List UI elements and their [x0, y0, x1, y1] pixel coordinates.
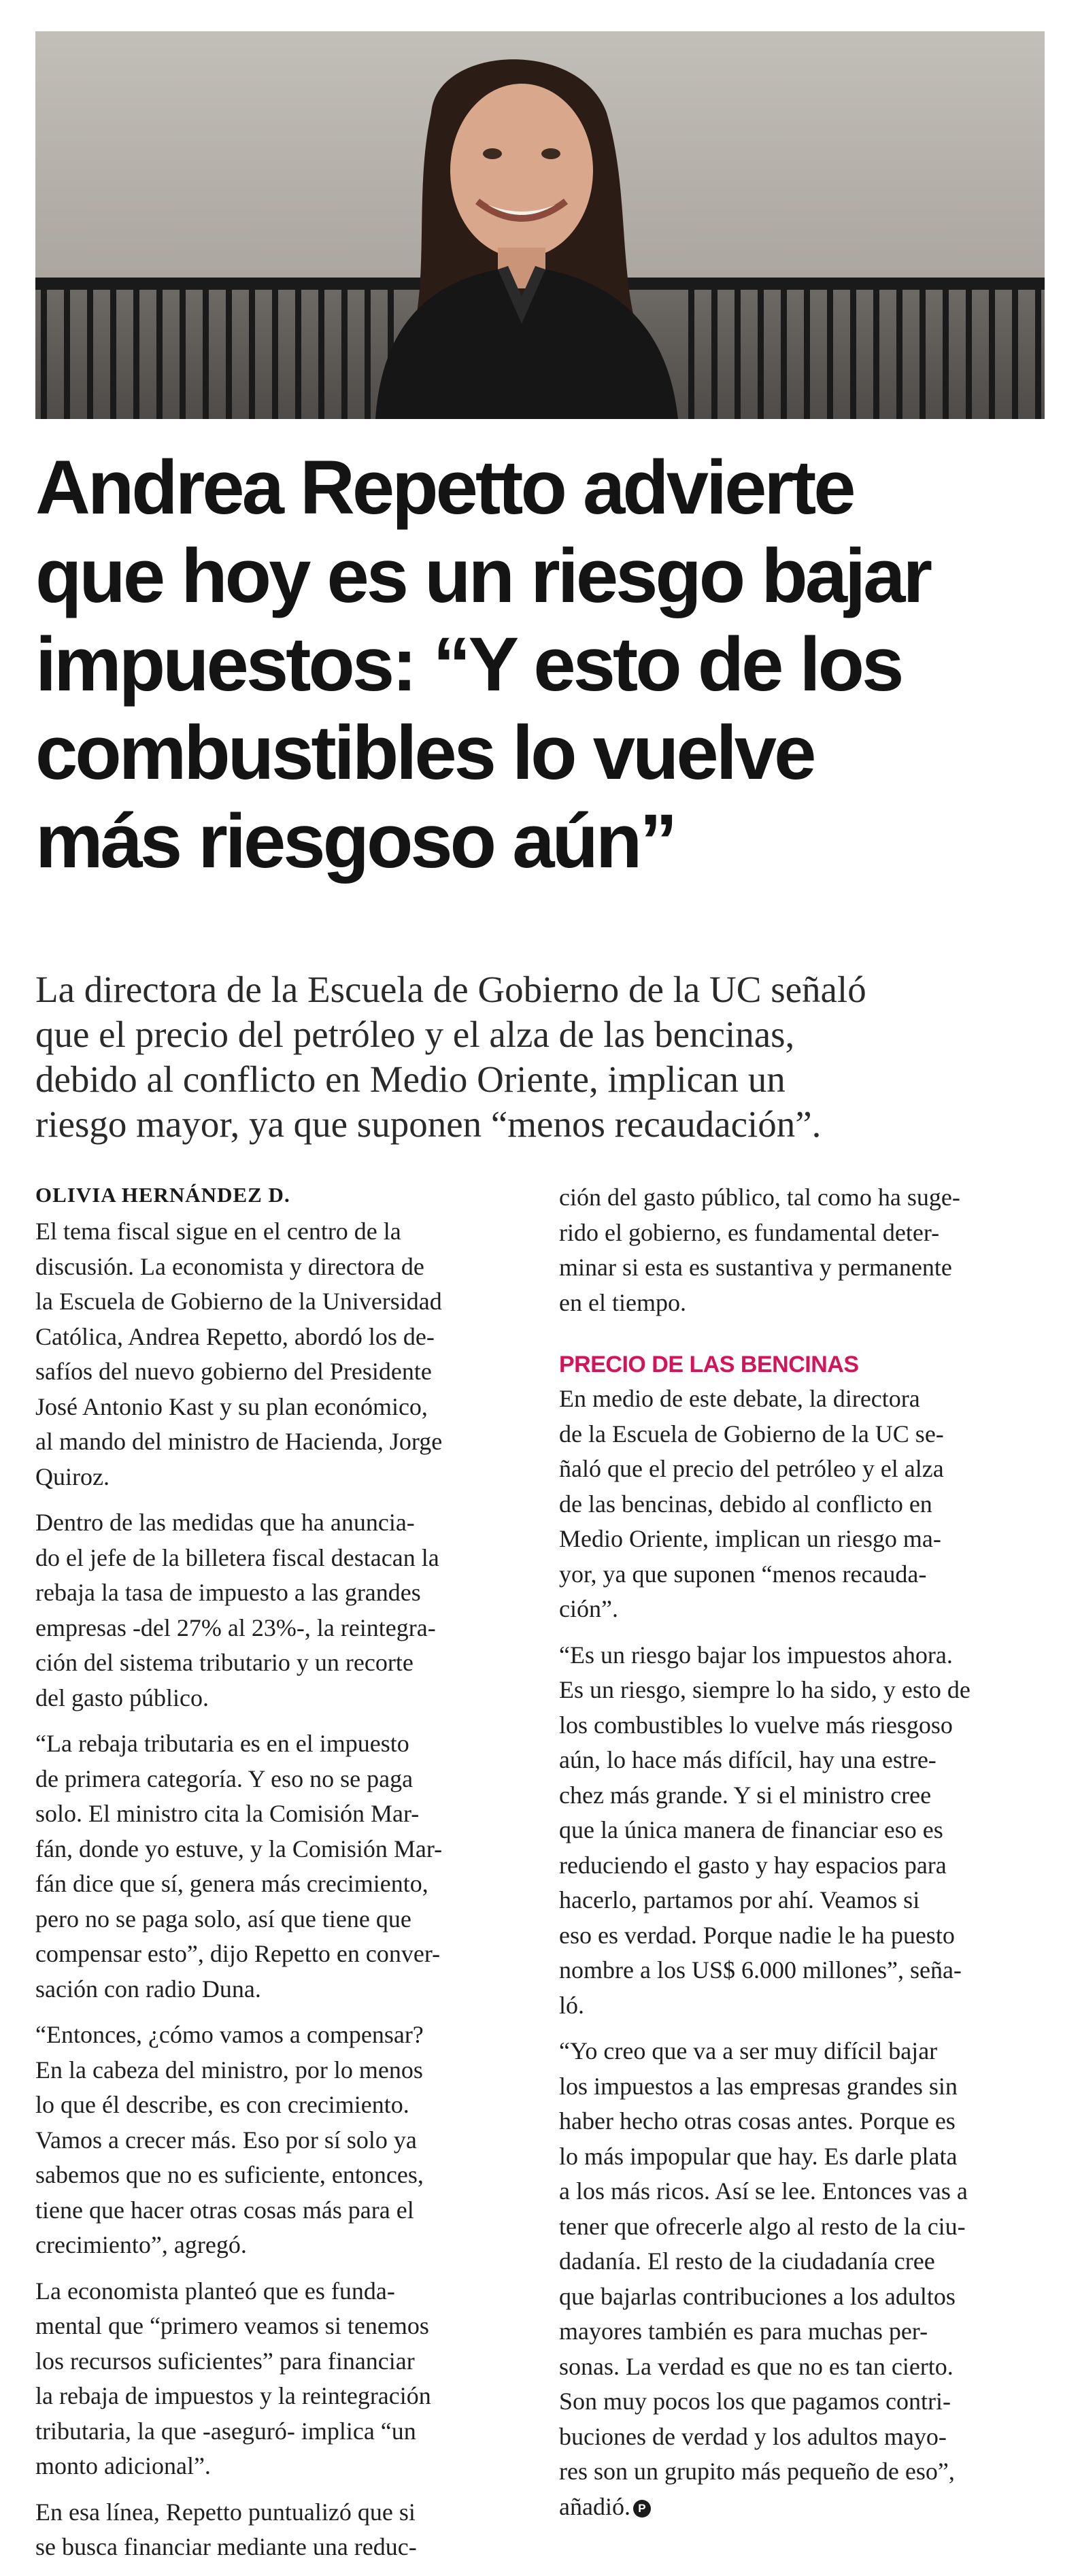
- body-line: compensar esto”, dijo Repetto en conver-: [35, 1940, 441, 1967]
- body-line: do el jefe de la billetera fiscal destacan la: [35, 1543, 439, 1571]
- body-line: “Entonces, ¿cómo vamos a compensar?: [35, 2021, 424, 2048]
- body-line: discusión. La economista y directora de: [35, 1252, 424, 1280]
- body-line: El tema fiscal sigue en el centro de la: [35, 1218, 401, 1245]
- body-line: buciones de verdad y los adultos mayo-: [559, 2422, 947, 2450]
- body-line: ción del gasto público, tal como ha suge-: [559, 1184, 960, 1211]
- headline-line: impuestos: “Y esto de los: [35, 622, 902, 707]
- body-line: minar si esta es sustantiva y permanente: [559, 1254, 952, 1281]
- body-line: sonas. La verdad es que no es tan cierto.: [559, 2352, 954, 2380]
- headline-line: Andrea Repetto advierte: [35, 445, 854, 530]
- body-line: “Yo creo que va a ser muy difícil bajar: [559, 2037, 938, 2064]
- body-line: que bajarlas contribuciones a los adultos: [559, 2282, 956, 2310]
- body-line: rebaja la tasa de impuesto a las grandes: [35, 1579, 421, 1606]
- body-line: solo. El ministro cita la Comisión Mar-: [35, 1800, 420, 1827]
- body-line: yor, ya que suponen “menos recauda-: [559, 1560, 927, 1588]
- body-line: fán, donde yo estuve, y la Comisión Mar-: [35, 1835, 443, 1862]
- body-paragraph: [559, 1382, 1045, 1627]
- body-line: hacerlo, partamos por ahí. Veamos si: [559, 1886, 920, 1913]
- body-line: los impuestos a las empresas grandes sin: [559, 2072, 958, 2100]
- body-paragraph: [559, 2034, 1045, 2524]
- body-line: En esa línea, Repetto puntualizó que si: [35, 2498, 416, 2526]
- body-line: Medio Oriente, implican un riesgo ma-: [559, 1525, 941, 1552]
- body-line: nombre a los US$ 6.000 millones”, seña-: [559, 1956, 962, 1984]
- body-line: safíos del nuevo gobierno del Presidente: [35, 1358, 432, 1385]
- body-line: chez más grande. Y si el ministro cree: [559, 1781, 932, 1809]
- body-line: ló.: [559, 1991, 585, 2019]
- body-line: al mando del ministro de Hacienda, Jorge: [35, 1428, 443, 1455]
- body-line: los recursos suficientes” para financiar: [35, 2347, 415, 2375]
- body-paragraph: [35, 1505, 525, 1716]
- body-paragraph: [35, 2274, 525, 2484]
- section-subhead: PRECIO DE LAS BENCINAS: [559, 1352, 859, 1377]
- body-line: “La rebaja tributaria es en el impuesto: [35, 1730, 409, 1757]
- body-line: los combustibles lo vuelve más riesgoso: [559, 1711, 953, 1739]
- body-line: sación con radio Duna.: [35, 1975, 261, 2003]
- body-line: mayores también es para muchas per-: [559, 2318, 928, 2345]
- body-line: reduciendo el gasto y hay espacios para: [559, 1851, 947, 1879]
- body-line: fán dice que sí, genera más crecimiento,: [35, 1870, 428, 1897]
- right-body-after: [559, 1382, 1045, 2524]
- body-line: de las bencinas, debido al conflicto en: [559, 1490, 932, 1518]
- body-line: José Antonio Kast y su plan económico,: [35, 1392, 428, 1420]
- body-line: la rebaja de impuestos y la reintegración: [35, 2382, 431, 2409]
- body-line: a los más ricos. Así se lee. Entonces vas a: [559, 2177, 968, 2205]
- body-column-right: [559, 1180, 1045, 2535]
- body-line: rido el gobierno, es fundamental deter-: [559, 1218, 940, 1246]
- body-line: tributaria, la que -aseguró- implica “un: [35, 2417, 416, 2445]
- body-line: añadió. P: [559, 2490, 1045, 2525]
- body-line: lo que él describe, es con crecimiento.: [35, 2091, 409, 2118]
- article-lead: [35, 967, 1049, 1147]
- body-line: Católica, Andrea Repetto, abordó los de-: [35, 1322, 435, 1350]
- body-line: ción”.: [559, 1595, 618, 1622]
- headline-line: que hoy es un riesgo bajar: [35, 533, 930, 618]
- body-line: Quiroz.: [35, 1462, 109, 1490]
- body-line: del gasto público.: [35, 1684, 209, 1711]
- body-line: haber hecho otras cosas antes. Porque es: [559, 2107, 956, 2135]
- body-line: tiene que hacer otras cosas más para el: [35, 2196, 414, 2224]
- body-line: eso es verdad. Porque nadie le ha puesto: [559, 1921, 955, 1949]
- headline-line: más riesgoso aún”: [35, 799, 675, 884]
- body-line: ción del sistema tributario y un recorte: [35, 1649, 414, 1676]
- body-line: la Escuela de Gobierno de la Universidad: [35, 1288, 442, 1315]
- body-line: En medio de este debate, la directora: [559, 1385, 920, 1412]
- body-line: Vamos a crecer más. Eso por sí solo ya: [35, 2126, 417, 2154]
- body-paragraph: [559, 1638, 1045, 2024]
- article-photo: [35, 31, 1045, 419]
- body-line: Dentro de las medidas que ha anuncia-: [35, 1509, 415, 1536]
- end-of-article-icon: P: [633, 2500, 651, 2518]
- body-line: de la Escuela de Gobierno de la UC se-: [559, 1420, 944, 1448]
- body-paragraph: [35, 2018, 525, 2263]
- headline: [35, 444, 1049, 886]
- body-line: que la única manera de financiar eso es: [559, 1816, 943, 1843]
- lead-line: riesgo mayor, ya que suponen “menos recaudación”.: [35, 1103, 822, 1145]
- portrait-illustration: [35, 31, 1045, 419]
- body-line: La economista planteó que es funda-: [35, 2277, 395, 2305]
- lead-line: debido al conflicto en Medio Oriente, implican un: [35, 1058, 786, 1100]
- body-line: crecimiento”, agregó.: [35, 2231, 247, 2258]
- body-line: res son un grupito más pequeño de eso”,: [559, 2458, 955, 2485]
- body-paragraph: [35, 1726, 525, 2007]
- body-paragraph: [35, 2495, 525, 2565]
- body-line: de primera categoría. Y eso no se paga: [35, 1764, 414, 1792]
- body-line: sabemos que no es suficiente, entonces,: [35, 2161, 424, 2188]
- body-line: En la cabeza del ministro, por lo menos: [35, 2056, 423, 2084]
- body-line: lo más impopular que hay. Es darle plata: [559, 2142, 958, 2170]
- body-line: dadanía. El resto de la ciudadanía cree: [559, 2247, 935, 2275]
- body-line: empresas -del 27% al 23%-, la reintegra-: [35, 1613, 436, 1641]
- right-body-before: [559, 1180, 1045, 1320]
- body-line: mental que “primero veamos si tenemos: [35, 2312, 429, 2339]
- left-body: [35, 1214, 525, 2565]
- body-line: Es un riesgo, siempre lo ha sido, y esto de: [559, 1676, 971, 1703]
- byline: OLIVIA HERNÁNDEZ D.: [35, 1183, 290, 1207]
- body-line: en el tiempo.: [559, 1288, 686, 1316]
- body-line: monto adicional”.: [35, 2452, 211, 2479]
- body-line: ñaló que el precio del petróleo y el alza: [559, 1455, 944, 1482]
- headline-line: combustibles lo vuelve: [35, 710, 814, 795]
- body-paragraph: [559, 1180, 1045, 1320]
- lead-line: La directora de la Escuela de Gobierno de la UC señaló: [35, 969, 866, 1010]
- body-line: aún, lo hace más difícil, hay una estre-: [559, 1746, 936, 1773]
- body-line: se busca financiar mediante una reduc-: [35, 2533, 417, 2560]
- body-column-left: [35, 1180, 525, 2576]
- body-line: pero no se paga solo, así que tiene que: [35, 1905, 411, 1933]
- body-line: “Es un riesgo bajar los impuestos ahora.: [559, 1641, 953, 1669]
- body-line: Son muy pocos los que pagamos contri-: [559, 2388, 951, 2415]
- body-paragraph: [35, 1214, 525, 1494]
- lead-line: que el precio del petróleo y el alza de las bencinas,: [35, 1014, 795, 1055]
- body-line: tener que ofrecerle algo al resto de la ciu-: [559, 2212, 966, 2240]
